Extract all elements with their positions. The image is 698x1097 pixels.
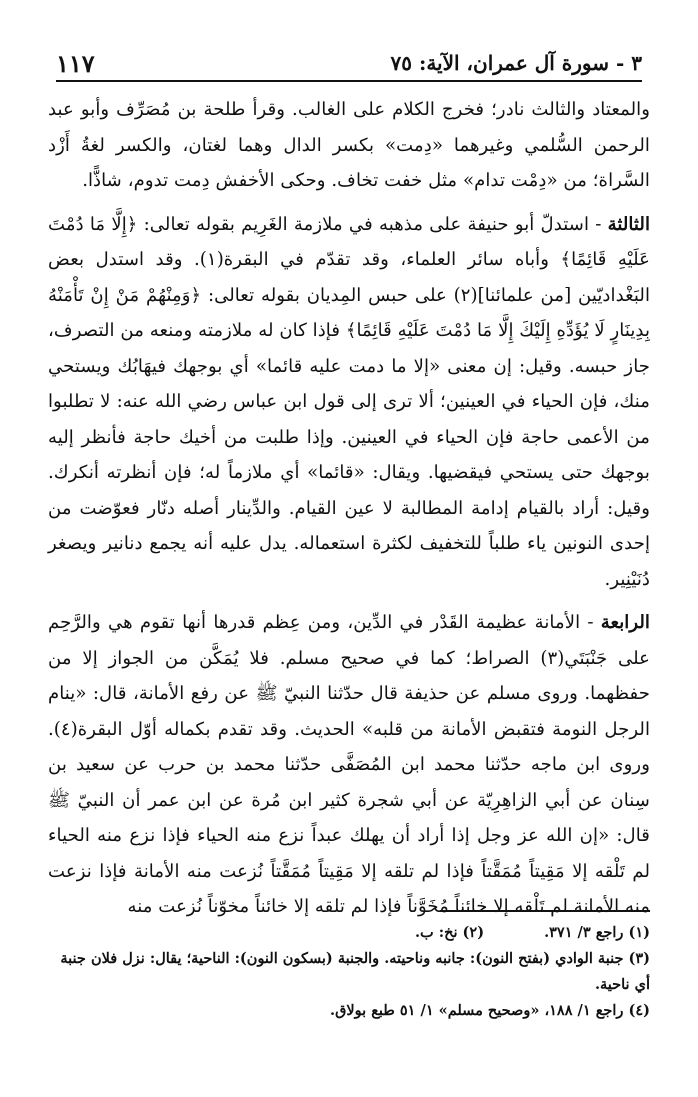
fourth-issue-text: - الأمانة عظيمة القَدْر في الدِّين، ومن عِظم قدرها أنها تقوم هي والرَّحِم على جَنْبَتَي(٣) الصراط؛ كما في صحيح مسلم. فلا يُمَكَّن من الجواز إلا من حفظهما. وروى مسلم عن حذيفة قال حدّثنا النبيّ ﷺ عن رفع الأمانة، قال: «ينام الرجل النومة فتقبض الأمانة من قلبه» الحديث. وقد تقدم بكماله أوّل البقرة(٤). وروى ابن ماجه حدّثنا محمد ابن المُصَفَّى حدّثنا محمد بن حرب عن سعيد بن سِنان عن أبي الزاهِرِيّة عن أبي شجرة كثير ابن مُرة عن ابن عمر أن النبيّ ﷺ قال: «إن الله عز وجل إذا أراد أن يهلك عبداً نزع منه الحياء فإذا نزع منه الحياء لم تَلْقه إلا مَقِيتاً مُمَقَّتاً فإذا لم تلقه إلا مَقِيتاً مُمَقَّتاً نُزعت منه الأمانة فإذا نزعت منه الأمانة لم تَلْقه إلا خائناً مُخَوَّناً فإذا لم تلقه إلا خائناً مخوّناً نُزعت منه	[48, 612, 650, 917]
footnote-4: (٤) راجع ١/ ١٨٨، «وصحيح مسلم» ١/ ٥١ طبع بولاق.	[330, 1002, 650, 1019]
fourth-issue-heading: الرابعة	[600, 612, 650, 633]
fourth-issue-paragraph	[48, 605, 650, 925]
page-body	[48, 92, 650, 933]
footnote-2: (٢) نخ: ب.	[414, 924, 485, 941]
footnote-3: (٣) جنبة الوادي (بفتح النون): جانبه وناحيته. والجنبة (بسكون النون): الناحية؛ يقال: نزل فلان جنبة أي ناحية.	[60, 950, 650, 993]
footnote-row	[48, 920, 650, 946]
footnotes	[48, 920, 650, 1024]
running-title: ٣ - سورة آل عمران، الآية: ٧٥	[390, 51, 642, 75]
page-header	[56, 46, 642, 82]
third-issue-paragraph	[48, 207, 650, 598]
footnote-1: (١) راجع ٣/ ٣٧١.	[544, 924, 650, 941]
third-issue-heading: الثالثة	[607, 213, 650, 235]
third-issue-text: - استدلّ أبو حنيفة على مذهبه في ملازمة الغَرِيم بقوله تعالى: ﴿إِلَّا مَا دُمْتَ عَلَيْهِ قَائِمًا﴾ وأباه سائر العلماء، وقد تقدّم في البقرة(١). وقد استدل بعض البَغْداديّين [من علمائنا](٢) على حبس المِديان بقوله تعالى: ﴿وَمِنْهُمْ مَنْ إِنْ تَأْمَنْهُ بِدِينَارٍ لَا يُؤَدِّهِ إِلَيْكَ إِلَّا مَا دُمْتَ عَلَيْهِ قَائِمًا﴾ فإذا كان له ملازمته ومنعه من التصرف، جاز حبسه. وقيل: إن معنى «إلا ما دمت عليه قائما» أي بوجهك فيهَابُك ويستحي منك، فإن الحياء في العينين؛ ألا ترى إلى قول ابن عباس رضي الله عنه: لا تطلبوا من الأعمى حاجة فإن الحياء في العينين. وإذا طلبت من أخيك حاجة فأنظر إليه بوجهك حتى يستحي فيقضيها. ويقال: «قائما» أي ملازماً له؛ فإن أنظرته أنكرك. وقيل: أراد بالقيام إدامة المطالبة لا عين القيام. والدِّينار أصله دنّار فعوّضت من إحدى النونين ياء طلباً للتخفيف لكثرة استعماله. يدل عليه أنه يجمع دنانير ويصغر دُنَيْنِير.	[48, 213, 650, 590]
intro-paragraph: والمعتاد والثالث نادر؛ فخرج الكلام على الغالب. وقرأ طلحة بن مُصَرِّف وأبو عبد الرحمن السُّلمي وغيرهما «دِمت» بكسر الدال وهما لغتان، والكسر لغةُ أَزْد السَّراة؛ من «دِمْت تدام» مثل خفت تخاف. وحكى الأخفش دِمت تدوم، شاذًّا.	[48, 99, 650, 191]
page-number: ١١٧	[56, 48, 95, 78]
footnote-separator	[440, 910, 650, 912]
